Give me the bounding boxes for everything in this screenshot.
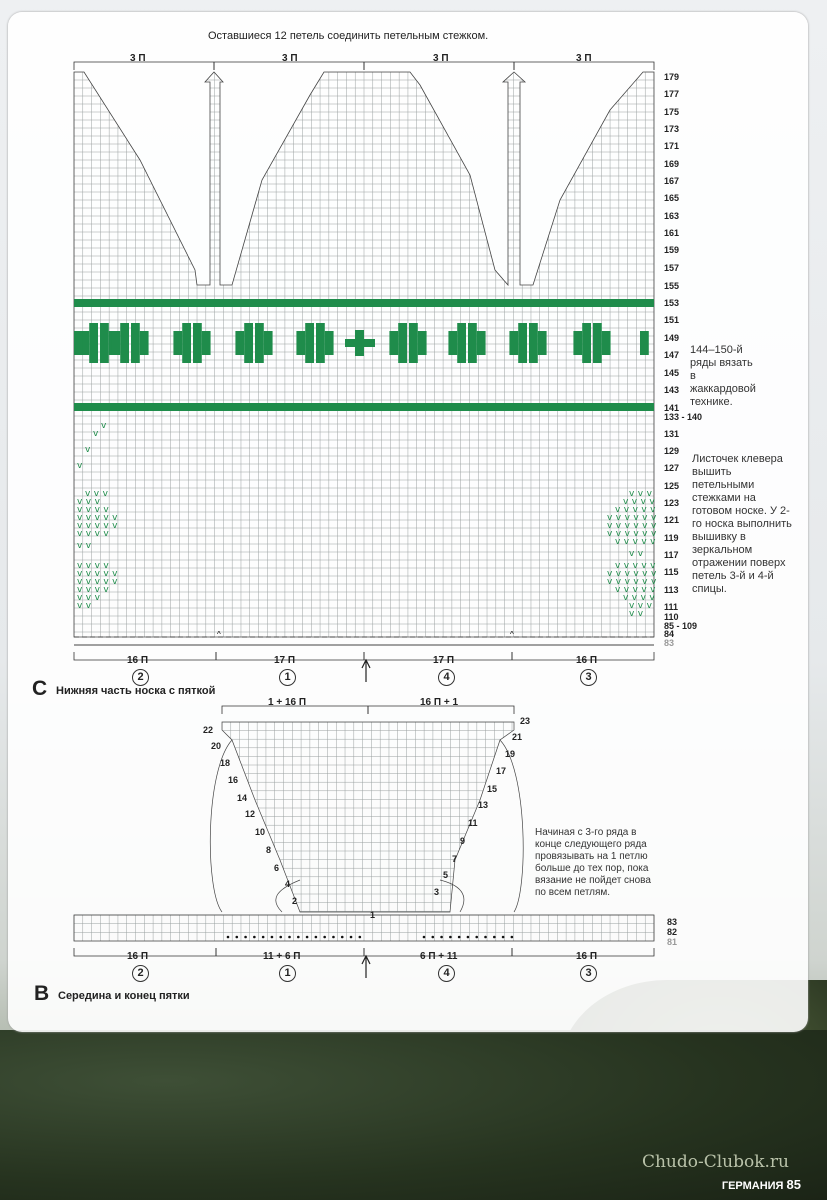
svg-text:v: v	[641, 537, 647, 547]
svg-text:v: v	[629, 549, 635, 559]
heel-row-label-left: 14	[237, 793, 248, 803]
c-caption: Нижняя часть носка с пяткой	[56, 685, 216, 697]
row-label: 133 - 140	[664, 412, 703, 422]
top-segment-1: 3 П	[130, 53, 146, 64]
svg-text:v: v	[112, 521, 118, 531]
heel-row-1: 1	[370, 910, 376, 920]
svg-text:v: v	[632, 537, 638, 547]
clover-4	[296, 323, 333, 363]
svg-text:v: v	[650, 569, 657, 579]
svg-text:v: v	[94, 521, 100, 531]
b-needle-1: 1	[279, 965, 296, 982]
svg-text:v: v	[642, 569, 648, 579]
c-letter: C	[32, 677, 48, 700]
svg-text:v: v	[85, 489, 91, 499]
svg-text:v: v	[629, 609, 635, 619]
svg-text:v: v	[607, 569, 613, 579]
svg-text:v: v	[624, 521, 630, 531]
svg-text:v: v	[94, 569, 100, 579]
svg-text:v: v	[112, 569, 118, 579]
row-label: 151	[664, 315, 680, 325]
b-segment-1: 16 П	[127, 951, 149, 962]
b-row-82: 82	[667, 927, 678, 937]
svg-text:v: v	[112, 513, 118, 523]
row-label: 131	[664, 429, 680, 439]
row-label: 147	[664, 350, 680, 360]
row-label: 157	[664, 263, 680, 273]
svg-text:v: v	[85, 577, 92, 587]
cross-center-v	[355, 330, 364, 356]
heel-top-segment-1: 1 + 16 П	[268, 697, 307, 708]
svg-text:v: v	[615, 585, 621, 595]
svg-text:v: v	[623, 585, 630, 595]
svg-text:v: v	[633, 521, 639, 531]
row-label: 111	[664, 602, 679, 612]
svg-text:v: v	[633, 569, 639, 579]
heel-row-label-right: 13	[478, 800, 489, 810]
svg-text:v: v	[77, 569, 83, 579]
svg-text:v: v	[607, 513, 613, 523]
row-label: 119	[664, 533, 679, 543]
svg-text:v: v	[85, 601, 92, 611]
svg-text:v: v	[624, 569, 630, 579]
svg-text:v: v	[103, 505, 109, 515]
svg-text:v: v	[112, 577, 118, 587]
svg-text:v: v	[629, 489, 635, 499]
decrease-mark-right: ^	[510, 630, 514, 639]
heel-row-label-right: 15	[487, 784, 498, 794]
b-segment-4: 16 П	[576, 951, 598, 962]
c-needle-4: 4	[438, 669, 455, 686]
clover-8	[573, 323, 610, 363]
heel-row-label-left: 4	[285, 879, 291, 889]
svg-text:v: v	[633, 529, 639, 539]
row-label: 129	[664, 446, 680, 456]
svg-text:v: v	[94, 561, 100, 571]
svg-text:v: v	[85, 497, 92, 507]
svg-text:v: v	[631, 593, 638, 603]
svg-text:v: v	[646, 489, 652, 499]
row-label: 127	[664, 463, 680, 473]
b-segment-2: 11 + 6 П	[263, 951, 301, 962]
svg-text:v: v	[94, 577, 100, 587]
svg-text:v: v	[77, 505, 83, 515]
svg-text:v: v	[615, 561, 621, 571]
svg-text:v: v	[77, 529, 83, 539]
svg-text:v: v	[633, 513, 639, 523]
svg-text:v: v	[646, 601, 652, 611]
svg-text:v: v	[650, 577, 657, 587]
c-segment-1: 16 П	[127, 655, 149, 666]
row-label: 171	[664, 141, 680, 151]
svg-text:v: v	[624, 529, 630, 539]
svg-text:v: v	[632, 505, 638, 515]
svg-text:v: v	[650, 529, 657, 539]
row-label: 173	[664, 124, 680, 134]
watermark: Chudo-Clubok.ru	[641, 1152, 789, 1172]
svg-text:v: v	[103, 561, 109, 571]
heel-top-segment-2: 16 П + 1	[420, 697, 459, 708]
svg-text:v: v	[85, 585, 92, 595]
stripe-top	[74, 299, 654, 307]
heel-row-label-right: 3	[434, 887, 440, 897]
row-label: 155	[664, 281, 680, 291]
svg-text:v: v	[85, 561, 92, 571]
clover-2	[173, 323, 210, 363]
decrease-mark-left: ^	[217, 630, 221, 639]
svg-text:v: v	[94, 497, 100, 507]
row-label: 165	[664, 193, 680, 203]
row-label: 113	[664, 585, 679, 595]
svg-text:v: v	[102, 489, 108, 499]
row-label: 177	[664, 89, 680, 99]
c-segment-3: 17 П	[433, 655, 455, 666]
clover-edge-left	[74, 331, 83, 355]
svg-text:v: v	[615, 537, 621, 547]
b-letter: B	[34, 982, 50, 1005]
c-segment-2: 17 П	[274, 655, 296, 666]
c-segment-4: 16 П	[576, 655, 598, 666]
top-segment-4: 3 П	[576, 53, 592, 64]
row-label: 159	[664, 245, 680, 255]
svg-text:v: v	[642, 521, 648, 531]
row-label: 153	[664, 298, 680, 308]
note-jacquard: 144–150-й ряды вязать в жаккардовой технике.	[690, 344, 756, 408]
svg-text:v: v	[629, 601, 635, 611]
heel-row-label-right: 17	[496, 766, 507, 776]
svg-text:v: v	[77, 521, 83, 531]
row-label: 110	[664, 612, 679, 622]
svg-text:v: v	[641, 561, 647, 571]
svg-text:v: v	[649, 497, 655, 507]
svg-text:v: v	[650, 537, 656, 547]
svg-text:v: v	[650, 561, 656, 571]
svg-text:v: v	[607, 529, 613, 539]
svg-text:v: v	[77, 593, 83, 603]
svg-text:v: v	[85, 593, 92, 603]
svg-text:v: v	[94, 529, 100, 539]
svg-text:v: v	[615, 529, 622, 539]
svg-text:v: v	[77, 513, 83, 523]
svg-text:v: v	[623, 561, 630, 571]
c-needle-1: 1	[279, 669, 296, 686]
svg-text:v: v	[94, 505, 100, 515]
svg-text:v: v	[103, 585, 109, 595]
svg-text:v: v	[615, 569, 622, 579]
svg-text:v: v	[94, 593, 100, 603]
svg-text:v: v	[77, 585, 83, 595]
page-footer	[722, 1177, 801, 1192]
svg-text:v: v	[615, 505, 621, 515]
chart-b-dots	[227, 936, 513, 939]
row-label: 161	[664, 228, 680, 238]
svg-text:v: v	[631, 497, 638, 507]
svg-text:v: v	[77, 541, 83, 551]
svg-text:v: v	[649, 593, 655, 603]
footer-country: ГЕРМАНИЯ	[721, 1180, 784, 1192]
svg-text:v: v	[615, 513, 622, 523]
row-label: 143	[664, 385, 680, 395]
row-label: 179	[664, 72, 680, 82]
row-label: 175	[664, 107, 680, 117]
b-row-81: 81	[667, 937, 678, 947]
chart-b-grid	[74, 915, 654, 941]
row-label: 115	[664, 567, 679, 577]
svg-text:v: v	[85, 541, 92, 551]
svg-text:v: v	[607, 577, 613, 587]
row-label: 149	[664, 333, 680, 343]
svg-text:v: v	[642, 529, 648, 539]
svg-text:v: v	[77, 561, 83, 571]
svg-text:v: v	[103, 521, 109, 531]
svg-text:v: v	[615, 577, 622, 587]
svg-text:v: v	[623, 593, 629, 603]
heel-row-label-left: 18	[220, 758, 231, 768]
svg-text:v: v	[650, 585, 656, 595]
b-center-arrow	[362, 956, 370, 978]
top-segment-3: 3 П	[433, 53, 449, 64]
heel-row-label-right: 19	[505, 749, 516, 759]
svg-text:v: v	[94, 585, 100, 595]
c-needle-2: 2	[132, 669, 149, 686]
svg-text:v: v	[77, 497, 83, 507]
b-caption: Середина и конец пятки	[58, 990, 190, 1002]
svg-text:v: v	[615, 521, 622, 531]
svg-text:v: v	[641, 505, 647, 515]
heel-row-label-left: 20	[211, 741, 222, 751]
svg-text:v: v	[637, 609, 644, 619]
svg-text:v: v	[642, 513, 648, 523]
b-needle-2: 2	[132, 965, 149, 982]
row-label: 123	[664, 498, 680, 508]
page-number: 85	[786, 1177, 801, 1192]
svg-text:v: v	[650, 521, 657, 531]
svg-text:v: v	[632, 585, 638, 595]
row-label: 167	[664, 176, 680, 186]
row-label: 169	[664, 159, 680, 169]
svg-text:v: v	[85, 569, 92, 579]
svg-text:v: v	[633, 577, 639, 587]
b-row-83: 83	[667, 917, 678, 927]
clover-6	[448, 323, 485, 363]
heel-row-label-left: 8	[266, 845, 272, 855]
heel-row-label-left: 22	[203, 725, 214, 735]
svg-text:v: v	[650, 513, 657, 523]
svg-text:v: v	[640, 593, 646, 603]
svg-text:v: v	[637, 549, 644, 559]
row-label: 83	[664, 638, 675, 648]
svg-text:v: v	[77, 601, 83, 611]
clover-edge-right	[640, 331, 649, 355]
b-segment-3: 6 П + 11	[420, 951, 458, 962]
row-label: 84	[664, 629, 675, 639]
svg-text:v: v	[637, 489, 644, 499]
svg-text:v: v	[103, 569, 109, 579]
row-label: 125	[664, 481, 680, 491]
row-label: 145	[664, 368, 680, 378]
heel-row-label-left: 2	[292, 896, 298, 906]
svg-text:v: v	[93, 489, 100, 499]
svg-text:v: v	[77, 577, 83, 587]
heel-row-label-right: 7	[452, 854, 458, 864]
svg-text:v: v	[103, 513, 109, 523]
svg-text:v: v	[623, 537, 630, 547]
svg-text:v: v	[85, 513, 92, 523]
svg-text:v: v	[93, 429, 99, 439]
row-label: 121	[664, 515, 680, 525]
top-segment-2: 3 П	[282, 53, 298, 64]
heel-grid	[222, 722, 514, 912]
row-label: 163	[664, 211, 680, 221]
heel-row-label-left: 16	[228, 775, 239, 785]
heel-row-label-right: 23	[520, 716, 531, 726]
heel-row-label-right: 21	[512, 732, 523, 742]
heel-row-label-left: 12	[245, 809, 256, 819]
svg-text:v: v	[632, 561, 638, 571]
svg-text:v: v	[642, 577, 648, 587]
heel-row-label-right: 5	[443, 870, 449, 880]
svg-text:v: v	[624, 577, 630, 587]
c-needle-3: 3	[580, 669, 597, 686]
svg-text:v: v	[77, 461, 83, 471]
row-label: 117	[664, 550, 679, 560]
svg-text:v: v	[94, 513, 100, 523]
row-label: 85 - 109	[664, 621, 698, 631]
clover-7	[509, 323, 546, 363]
svg-text:v: v	[85, 445, 91, 455]
top-note: Оставшиеся 12 петель соединить петельным стежком.	[208, 30, 489, 42]
c-center-arrow	[362, 660, 370, 682]
heel-note: Начиная с 3-го ряда в конце следующего ряда провязывать на 1 петлю больше до тех пор, пока вязание не пойдет снова по всем петлям.	[535, 827, 651, 898]
svg-text:v: v	[85, 529, 92, 539]
svg-text:v: v	[641, 585, 647, 595]
svg-text:v: v	[624, 513, 630, 523]
svg-text:v: v	[103, 529, 109, 539]
svg-text:v: v	[85, 505, 92, 515]
svg-text:v: v	[103, 577, 109, 587]
svg-text:v: v	[623, 505, 630, 515]
svg-text:v: v	[623, 497, 629, 507]
b-needle-4: 4	[438, 965, 455, 982]
heel-row-label-left: 10	[255, 827, 266, 837]
heel-curve-right-inner	[440, 880, 464, 912]
stripe-bottom	[74, 403, 654, 411]
heel-row-label-left: 6	[274, 863, 280, 873]
heel-row-label-right: 11	[468, 818, 478, 828]
svg-text:v: v	[101, 421, 107, 431]
svg-text:v: v	[607, 521, 613, 531]
clover-1	[111, 323, 148, 363]
svg-text:v: v	[637, 601, 644, 611]
svg-text:v: v	[640, 497, 646, 507]
heel-row-label-right: 9	[460, 836, 466, 846]
b-needle-3: 3	[580, 965, 597, 982]
row-label: 141	[664, 403, 680, 413]
svg-text:v: v	[85, 521, 92, 531]
note-clover: Листочек клевера вышить петельными стежками на готовом носке. У 2-го носка выполнить вышивку в зеркальном отражении поверх петель 3-й и 4-й спицы.	[692, 453, 792, 595]
svg-text:v: v	[650, 505, 656, 515]
